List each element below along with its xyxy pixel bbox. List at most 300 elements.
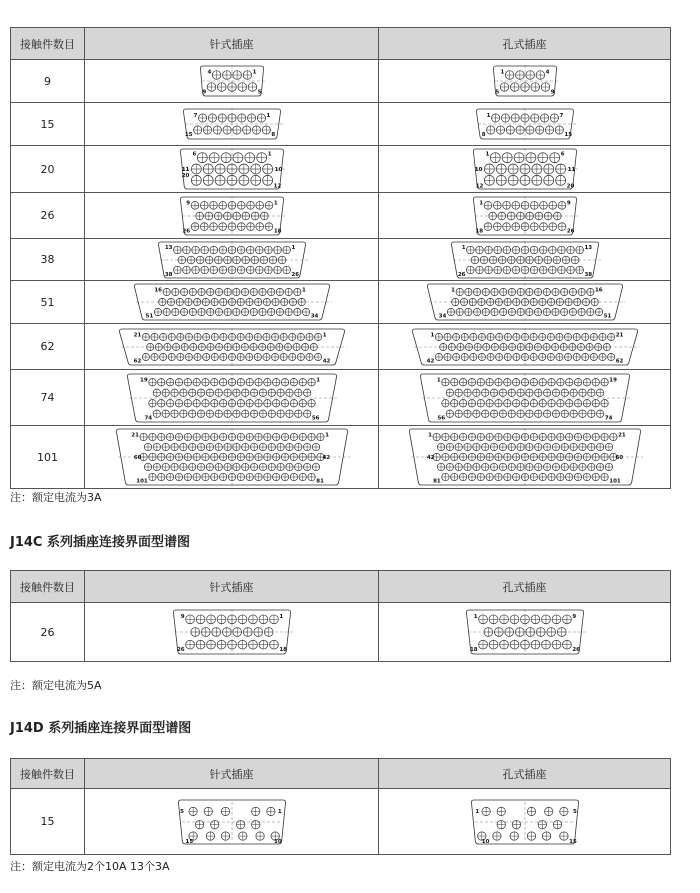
contact-pin: [298, 453, 305, 460]
contact-pin: [280, 353, 287, 360]
socket-diagram: [379, 146, 671, 193]
contact-pin: [537, 153, 547, 163]
contact-pin: [446, 443, 453, 450]
contact-pin: [155, 343, 162, 350]
contact-pin: [481, 807, 489, 815]
contact-pin: [171, 308, 178, 315]
contact-pin: [577, 308, 584, 315]
contact-pin: [451, 298, 458, 305]
contact-pin: [547, 473, 554, 480]
contact-pin: [520, 615, 529, 624]
contact-count: 101: [11, 426, 85, 489]
contact-pin: [463, 463, 470, 470]
contact-pin: [547, 453, 554, 460]
contact-pin: [466, 246, 474, 254]
contact-pin: [170, 443, 177, 450]
contact-pin: [142, 333, 149, 340]
contact-pin: [600, 399, 607, 406]
section-title-j14d: J14D 系列插座连接界面型谱图: [10, 721, 192, 736]
contact-pin: [254, 399, 261, 406]
contact-pin: [503, 453, 510, 460]
pin-number-label: 26: [566, 228, 575, 235]
contact-pin: [543, 463, 550, 470]
contact-pin: [237, 83, 246, 92]
contact-pin: [166, 453, 173, 460]
contact-pin: [530, 201, 538, 209]
contact-pin: [539, 222, 547, 230]
pin-number-label: 74: [604, 414, 613, 421]
contact-pin: [232, 443, 239, 450]
contact-pin: [222, 628, 231, 637]
contact-pin: [246, 266, 254, 274]
contact-pin: [161, 410, 168, 417]
contact-pin: [272, 433, 279, 440]
contact-pin: [461, 333, 468, 340]
contact-pin: [516, 288, 523, 295]
contact-pin: [213, 126, 221, 134]
contact-pin: [307, 433, 314, 440]
contact-pin: [195, 820, 203, 828]
contact-pin: [260, 256, 268, 264]
note-1: 注：额定电流为3A: [10, 491, 102, 504]
contact-pin: [503, 399, 510, 406]
contact-pin: [525, 256, 533, 264]
contact-pin: [527, 807, 535, 815]
contact-pin: [455, 463, 462, 470]
contact-pin: [148, 433, 155, 440]
contact-pin: [564, 353, 571, 360]
contact-pin: [314, 353, 321, 360]
contact-pin: [307, 378, 314, 385]
contact-pin: [207, 83, 216, 92]
contact-pin: [170, 410, 177, 417]
contact-pin: [484, 266, 492, 274]
contact-pin: [490, 463, 497, 470]
contact-pin: [281, 378, 288, 385]
contact-pin: [472, 410, 479, 417]
contact-pin: [521, 473, 528, 480]
pin-number-label: 21: [133, 331, 141, 338]
contact-pin: [446, 463, 453, 470]
socket-diagram: [379, 426, 671, 489]
contact-pin: [200, 246, 208, 254]
contact-pin: [276, 463, 283, 470]
contact-pin: [542, 343, 549, 350]
pin-number-label: 1: [301, 287, 306, 294]
contact-pin: [192, 433, 199, 440]
contact-pin: [263, 433, 270, 440]
contact-pin: [534, 288, 541, 295]
pin-number-label: 1: [500, 69, 504, 76]
contact-pin: [232, 463, 239, 470]
pin-number-label: 5: [179, 808, 184, 815]
contact-pin: [508, 164, 518, 174]
contact-pin: [507, 256, 515, 264]
pin-number-label: 1: [277, 808, 282, 815]
contact-pin: [504, 628, 513, 637]
contact-pin: [569, 443, 576, 450]
contact-pin: [472, 389, 479, 396]
contact-pin: [197, 463, 204, 470]
contact-pin: [516, 389, 523, 396]
contact-pin: [259, 443, 266, 450]
contact-pin: [592, 378, 599, 385]
contact-pin: [553, 256, 561, 264]
contact-pin: [206, 343, 213, 350]
contact-pin: [544, 807, 552, 815]
contact-pin: [496, 175, 506, 185]
contact-pin: [223, 256, 231, 264]
contact-pin: [201, 628, 210, 637]
contact-pin: [219, 333, 226, 340]
contact-pin: [508, 443, 515, 450]
contact-pin: [175, 378, 182, 385]
contact-pin: [475, 266, 483, 274]
contact-pin: [221, 807, 229, 815]
contact-pin: [478, 615, 487, 624]
pin-number-label: 1: [450, 287, 455, 294]
contact-pin: [294, 410, 301, 417]
contact-pin: [280, 298, 287, 305]
contact-pin: [188, 443, 195, 450]
contact-pin: [512, 353, 519, 360]
contact-pin: [245, 378, 252, 385]
contact-pin: [241, 308, 248, 315]
contact-pin: [171, 288, 178, 295]
pin-number-label: 38: [583, 271, 592, 278]
contact-pin: [211, 353, 218, 360]
contact-pin: [245, 399, 252, 406]
pin-number-label: 1: [461, 244, 466, 251]
contact-pin: [258, 308, 265, 315]
contact-pin: [441, 378, 448, 385]
contact-pin: [185, 333, 192, 340]
contact-pin: [232, 126, 240, 134]
contact-pin: [179, 410, 186, 417]
contact-pin: [314, 333, 321, 340]
contact-pin: [534, 308, 541, 315]
contact-pin: [228, 298, 235, 305]
contact-pin: [530, 83, 539, 92]
contact-pin: [551, 308, 558, 315]
contact-pin: [196, 256, 204, 264]
contact-pin: [481, 389, 488, 396]
contact-pin: [486, 353, 493, 360]
contact-pin: [197, 153, 207, 163]
contact-pin: [566, 266, 574, 274]
contact-pin: [552, 615, 561, 624]
contact-pin: [254, 298, 261, 305]
contact-pin: [238, 175, 248, 185]
contact-pin: [290, 453, 297, 460]
contact-pin: [237, 114, 245, 122]
contact-pin: [515, 71, 524, 80]
contact-pin: [494, 628, 503, 637]
contact-pin: [482, 343, 489, 350]
contact-pin: [577, 343, 584, 350]
contact-pin: [290, 378, 297, 385]
contact-pin: [263, 298, 270, 305]
contact-pin: [468, 453, 475, 460]
contact-pin: [516, 463, 523, 470]
contact-pin: [182, 246, 190, 254]
contact-pin: [221, 153, 231, 163]
contact-count: 38: [11, 239, 85, 281]
contact-pin: [506, 126, 514, 134]
contact-pin: [237, 378, 244, 385]
contact-pin: [217, 83, 226, 92]
contact-pin: [299, 378, 306, 385]
contact-pin: [206, 410, 213, 417]
contact-pin: [531, 615, 540, 624]
contact-pin: [228, 433, 235, 440]
contact-pin: [504, 353, 511, 360]
contact-pin: [530, 298, 537, 305]
contact-pin: [166, 378, 173, 385]
contact-pin: [514, 153, 524, 163]
contact-pin: [148, 473, 155, 480]
contact-pin: [219, 246, 227, 254]
contact-pin: [273, 266, 281, 274]
contact-pin: [531, 640, 540, 649]
contact-pin: [502, 246, 510, 254]
contact-pin: [228, 453, 235, 460]
contact-pin: [441, 433, 448, 440]
contact-pin: [238, 640, 247, 649]
contact-pin: [473, 288, 480, 295]
contact-pin: [192, 399, 199, 406]
contact-pin: [565, 399, 572, 406]
contact-pin: [163, 308, 170, 315]
pin-number-label: 18: [278, 647, 287, 654]
contact-pin: [485, 433, 492, 440]
contact-pin: [496, 126, 504, 134]
contact-pin: [460, 298, 467, 305]
contact-pin: [144, 443, 151, 450]
contact-pin: [459, 473, 466, 480]
contact-pin: [249, 343, 256, 350]
contact-pin: [547, 378, 554, 385]
contact-pin: [448, 343, 455, 350]
note-2: 注：额定电流为5A: [10, 679, 102, 692]
pin-diagram: [85, 60, 379, 103]
contact-pin: [486, 126, 494, 134]
contact-pin: [548, 222, 556, 230]
contact-pin: [269, 640, 278, 649]
contact-pin: [516, 256, 524, 264]
table-row: [11, 103, 671, 146]
contact-pin: [574, 378, 581, 385]
contact-pin: [475, 246, 483, 254]
contact-pin: [228, 222, 236, 230]
socket-diagram: [379, 370, 671, 426]
contact-pin: [219, 266, 227, 274]
contact-pin: [520, 83, 529, 92]
contact-pin: [238, 831, 246, 839]
contact-pin: [282, 266, 290, 274]
contact-pin: [271, 298, 278, 305]
contact-pin: [316, 433, 323, 440]
contact-pin: [538, 453, 545, 460]
contact-pin: [180, 288, 187, 295]
contact-pin: [530, 399, 537, 406]
contact-pin: [541, 640, 550, 649]
contact-pin: [578, 463, 585, 470]
contact-pin: [173, 266, 181, 274]
contact-pin: [215, 288, 222, 295]
contact-pin: [562, 640, 571, 649]
pin-number-label: 1: [429, 331, 434, 338]
contact-pin: [294, 389, 301, 396]
contact-pin: [284, 343, 291, 350]
contact-pin: [242, 126, 250, 134]
contact-pin: [268, 389, 275, 396]
contact-pin: [454, 410, 461, 417]
contact-pin: [517, 343, 524, 350]
contact-pin: [566, 246, 574, 254]
contact-pin: [609, 433, 616, 440]
pin-number-label: 16: [153, 287, 162, 294]
contact-pin: [206, 443, 213, 450]
contact-pin: [515, 628, 524, 637]
contact-pin: [474, 343, 481, 350]
contact-pin: [587, 410, 594, 417]
contact-pin: [525, 389, 532, 396]
contact-pin: [184, 298, 191, 305]
contact-pin: [236, 820, 244, 828]
pin-number-label: 7: [559, 112, 563, 119]
contact-pin: [552, 410, 559, 417]
contact-pin: [464, 288, 471, 295]
contact-pin: [484, 164, 494, 174]
contact-pin: [184, 378, 191, 385]
contact-pin: [273, 246, 281, 254]
contact-pin: [292, 343, 299, 350]
pin-number-label: 9: [550, 89, 555, 96]
contact-pin: [223, 463, 230, 470]
contact-pin: [573, 353, 580, 360]
pin-number-label: 26: [290, 271, 299, 278]
contact-pin: [221, 831, 229, 839]
contact-pin: [196, 640, 205, 649]
pin-number-label: 10: [474, 167, 482, 173]
contact-pin: [278, 256, 286, 264]
contact-pin: [525, 463, 532, 470]
contact-pin: [175, 473, 182, 480]
contact-pin: [534, 256, 542, 264]
pin-number-label: 1: [478, 199, 483, 206]
table-row: [11, 324, 671, 370]
pin-number-label: 6: [560, 151, 565, 158]
contact-pin: [547, 298, 554, 305]
contact-pin: [512, 453, 519, 460]
contact-pin: [583, 399, 590, 406]
contact-pin: [485, 453, 492, 460]
contact-pin: [464, 308, 471, 315]
pin-number-label: 18: [474, 228, 483, 235]
contact-pin: [435, 333, 442, 340]
contact-pin: [545, 126, 553, 134]
contact-pin: [215, 343, 222, 350]
contact-pin: [228, 333, 235, 340]
contact-pin: [560, 343, 567, 350]
contact-pin: [157, 433, 164, 440]
contact-pin: [595, 308, 602, 315]
contact-pin: [210, 453, 217, 460]
contact-pin: [163, 288, 170, 295]
contact-pin: [269, 615, 278, 624]
contact-pin: [525, 308, 532, 315]
contact-count: 74: [11, 370, 85, 426]
contact-pin: [218, 222, 226, 230]
contact-pin: [557, 628, 566, 637]
contact-pin: [499, 640, 508, 649]
pin-number-label: 19: [608, 377, 617, 384]
contact-pin: [307, 473, 314, 480]
contact-pin: [530, 246, 538, 254]
contact-pin: [170, 389, 177, 396]
contact-pin: [202, 333, 209, 340]
contact-pin: [534, 463, 541, 470]
contact-pin: [497, 807, 505, 815]
contact-pin: [288, 333, 295, 340]
contact-pin: [219, 353, 226, 360]
contact-pin: [547, 433, 554, 440]
contact-pin: [303, 443, 310, 450]
contact-pin: [276, 410, 283, 417]
contact-pin: [281, 433, 288, 440]
contact-pin: [495, 353, 502, 360]
contact-pin: [538, 298, 545, 305]
contact-pin: [228, 201, 236, 209]
contact-pin: [484, 201, 492, 209]
contact-pin: [193, 126, 201, 134]
contact-pin: [499, 463, 506, 470]
contact-pin: [250, 256, 258, 264]
header-count: 接触件数目: [11, 28, 85, 60]
pin-number-label: 1: [278, 613, 283, 620]
contact-pin: [237, 298, 244, 305]
contact-pin: [262, 175, 272, 185]
contact-pin: [254, 453, 261, 460]
contact-pin: [463, 389, 470, 396]
socket-diagram: [379, 324, 671, 370]
table-row: [11, 426, 671, 489]
contact-pin: [167, 298, 174, 305]
pin-number-label: 1: [252, 69, 256, 76]
contact-pin: [552, 443, 559, 450]
contact-pin: [538, 353, 545, 360]
contact-pin: [512, 473, 519, 480]
contact-pin: [512, 333, 519, 340]
contact-pin: [289, 298, 296, 305]
contact-pin: [214, 212, 222, 220]
table-row: [11, 239, 671, 281]
contact-pin: [520, 114, 528, 122]
contact-pin: [508, 343, 515, 350]
pin-number-label: 81: [432, 478, 441, 485]
contact-pin: [569, 410, 576, 417]
pin-number-label: 101: [608, 478, 621, 485]
contact-pin: [507, 212, 515, 220]
contact-pin: [539, 201, 547, 209]
contact-pin: [486, 333, 493, 340]
contact-pin: [251, 212, 259, 220]
contact-pin: [267, 288, 274, 295]
contact-pin: [499, 443, 506, 450]
contact-pin: [559, 831, 567, 839]
contact-pin: [607, 333, 614, 340]
